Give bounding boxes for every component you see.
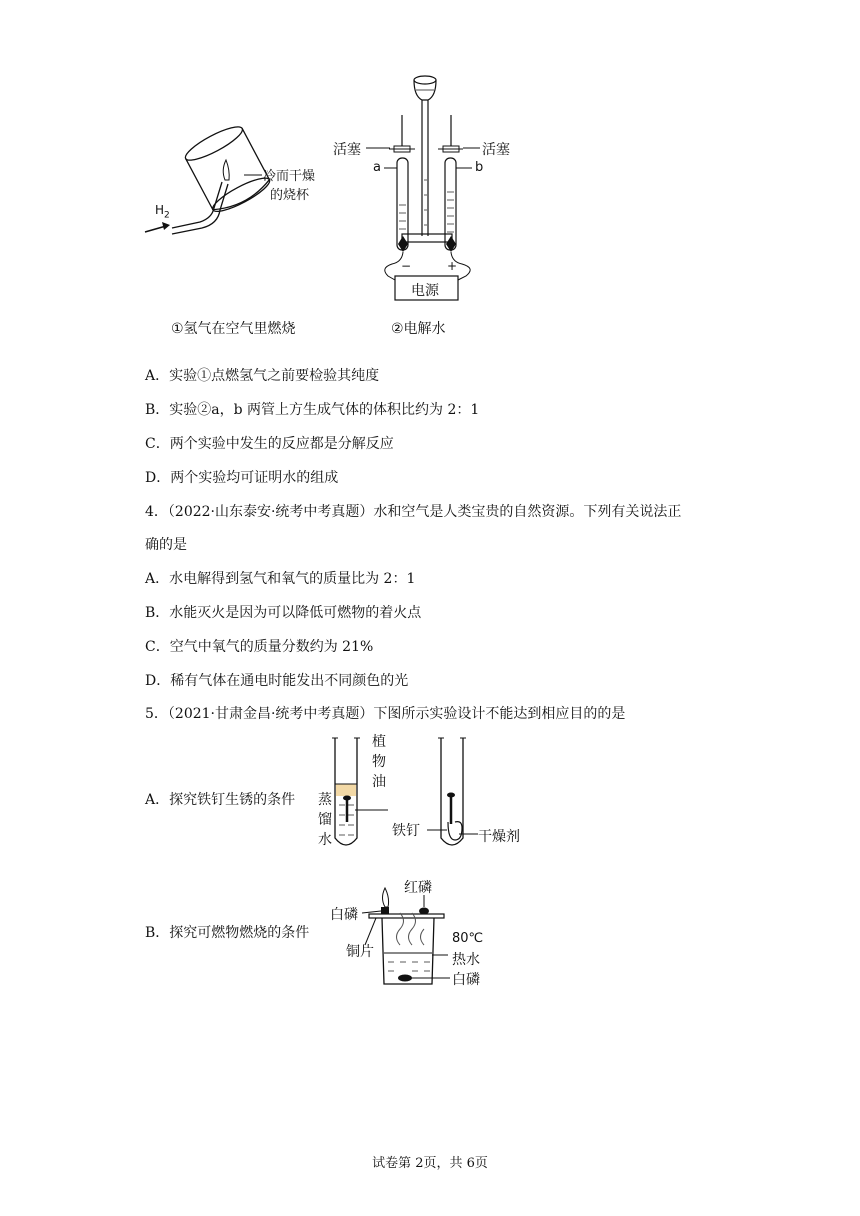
red-phosphorus-label: 红磷: [404, 880, 432, 896]
q3-option-b: B．实验②a，b 两管上方生成气体的体积比约为 2：1: [145, 402, 480, 418]
stopcock-right-label: 活塞: [482, 142, 510, 158]
q4-stem-line2: 确的是: [145, 537, 187, 553]
q5-stem: 5．（2021·甘肃金昌·统考中考真题）下图所示实验设计不能达到相应目的的是: [145, 706, 626, 722]
stopcock-left-label: 活塞: [333, 142, 361, 158]
q4-option-b: B．水能灭火是因为可以降低可燃物的着火点: [145, 605, 422, 621]
tube-a-label: a: [373, 160, 381, 175]
figure2-caption: ②电解水: [391, 321, 446, 337]
q4-stem-line1: 4．（2022·山东泰安·统考中考真题）水和空气是人类宝贵的自然资源。下列有关说法正: [145, 504, 682, 520]
q5-option-a: A．探究铁钉生锈的条件: [145, 792, 296, 808]
electrode-plus: +: [447, 259, 458, 273]
q5-option-b: B．探究可燃物燃烧的条件: [145, 925, 310, 941]
page-footer: 试卷第 2页，共 6页: [372, 1156, 488, 1171]
q4-option-a: A．水电解得到氢气和氧气的质量比为 2：1: [145, 571, 416, 587]
hot-water-label: 热水: [452, 952, 480, 968]
hydrogen-label: $H_2$: [155, 203, 170, 221]
distilled-water-label: 蒸 馏 水: [318, 792, 332, 848]
beaker-label-line2: 的烧杯: [270, 188, 310, 203]
iron-nail-label: 铁钉: [392, 823, 420, 839]
power-source-label: 电源: [411, 283, 439, 299]
figure1-caption: ①氢气在空气里燃烧: [171, 321, 296, 337]
copper-sheet-label: 铜片: [346, 944, 374, 960]
white-phosphorus-top-label: 白磷: [330, 907, 358, 923]
q4-option-d: D．稀有气体在通电时能发出不同颜色的光: [145, 673, 409, 689]
vegetable-oil-label: 植 物 油: [372, 734, 386, 790]
water-temperature-label: 80℃: [452, 931, 484, 946]
white-phosphorus-bottom-label: 白磷: [452, 972, 480, 988]
tube-b-label: b: [475, 160, 484, 175]
q4-option-c: C．空气中氧气的质量分数约为 21%: [145, 639, 374, 655]
electrode-minus: −: [401, 259, 412, 273]
beaker-label-line1: 冷而干燥: [263, 169, 316, 184]
q3-option-a: A．实验①点燃氢气之前要检验其纯度: [145, 368, 380, 384]
q3-option-c: C．两个实验中发生的反应都是分解反应: [145, 436, 394, 452]
desiccant-label: 干燥剂: [478, 829, 520, 845]
q3-option-d: D．两个实验均可证明水的组成: [145, 470, 339, 486]
